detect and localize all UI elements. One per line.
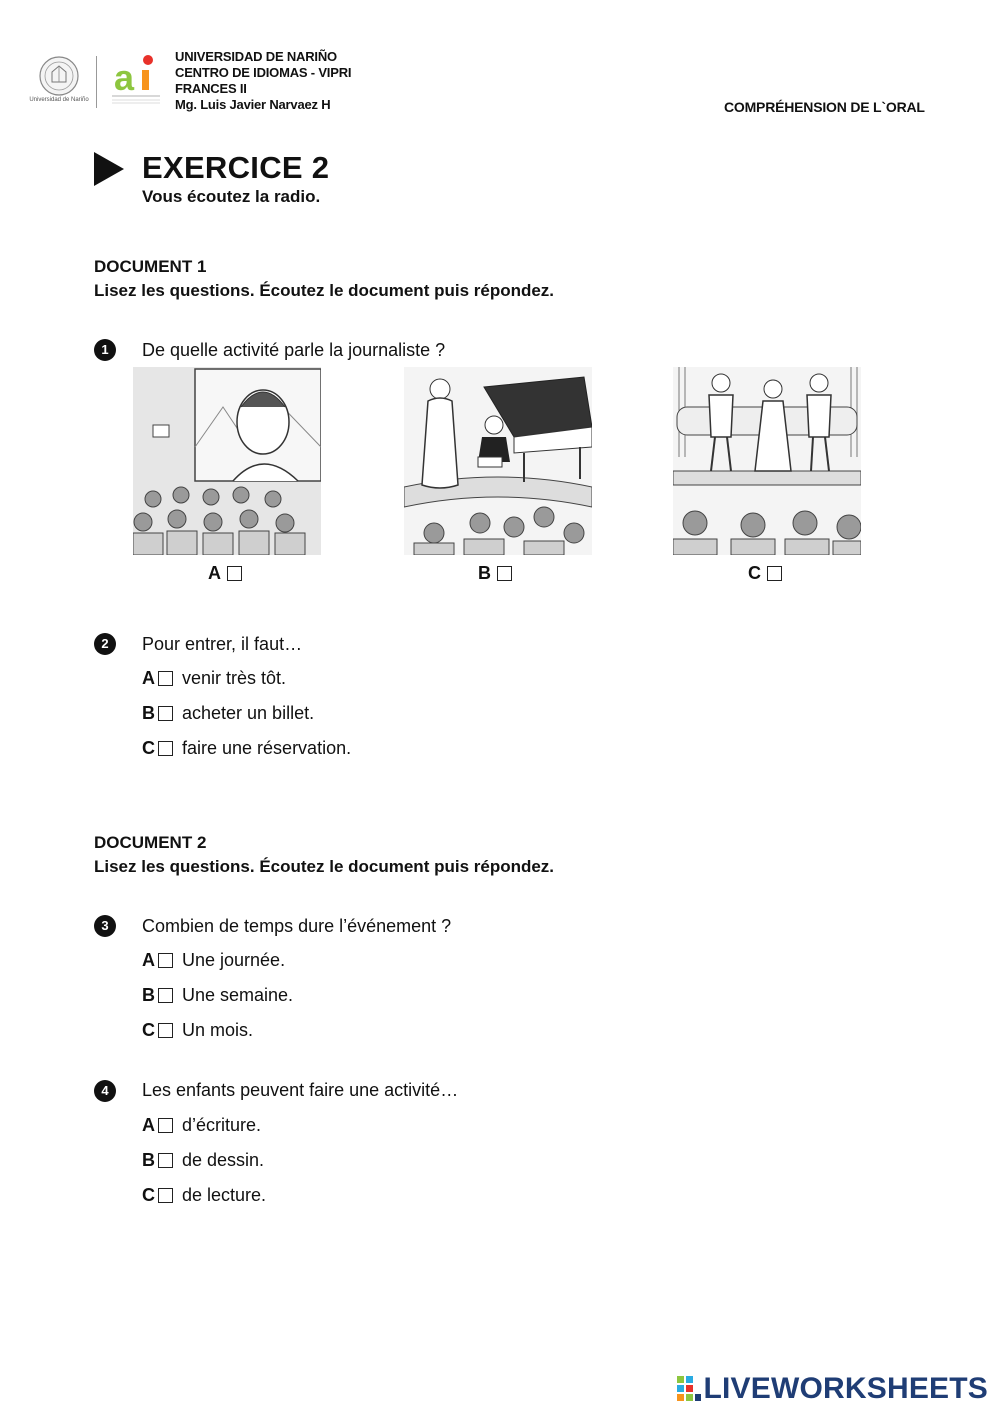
course-name: FRANCES II — [175, 81, 247, 96]
checkbox[interactable] — [158, 741, 173, 756]
option-letter: A — [142, 668, 155, 688]
document-2-instruction: Lisez les questions. Écoutez le document puis répondez. — [94, 857, 555, 876]
university-name: UNIVERSIDAD DE NARIÑO — [175, 49, 337, 64]
question-number: 4 — [94, 1080, 116, 1102]
option-text: d’écriture. — [182, 1115, 262, 1135]
checkbox[interactable] — [158, 706, 173, 721]
option-letter: C — [142, 738, 155, 758]
center-name: CENTRO DE IDIOMAS - VIPRI — [175, 65, 352, 80]
liveworksheets-logo — [677, 1372, 989, 1406]
checkbox[interactable] — [158, 988, 173, 1003]
question-text: Pour entrer, il faut… — [142, 634, 303, 654]
option-text: Une semaine. — [182, 985, 294, 1005]
option-text: de lecture. — [182, 1185, 267, 1205]
answer-option[interactable] — [142, 1020, 253, 1041]
image-option-c[interactable] — [748, 563, 782, 584]
option-letter: B — [142, 703, 155, 723]
image-option-b[interactable] — [478, 563, 512, 584]
option-letter: B — [142, 1150, 155, 1170]
checkbox[interactable] — [158, 1188, 173, 1203]
option-text: venir très tôt. — [182, 668, 287, 688]
answer-option[interactable] — [142, 1185, 266, 1206]
answer-option[interactable] — [142, 1115, 261, 1136]
option-letter: A — [142, 1115, 155, 1135]
checkbox[interactable] — [158, 1153, 173, 1168]
document-1-instruction: Lisez les questions. Écoutez le document puis répondez. — [94, 281, 555, 300]
option-letter: A — [208, 563, 221, 583]
answer-option[interactable] — [142, 668, 286, 689]
seal-caption: Universidad de Nariño — [29, 97, 89, 103]
document-1-label: DOCUMENT 1 — [94, 257, 207, 276]
option-text: faire une réservation. — [182, 738, 352, 758]
answer-option[interactable] — [142, 703, 314, 724]
exercise-title: EXERCICE 2 — [142, 150, 330, 185]
play-arrow-icon — [94, 152, 124, 191]
checkbox[interactable] — [767, 566, 782, 581]
checkbox[interactable] — [158, 1118, 173, 1133]
liveworksheets-text: LIVEWORKSHEETS — [703, 1372, 988, 1405]
option-letter: C — [142, 1185, 155, 1205]
checkbox[interactable] — [227, 566, 242, 581]
option-letter: B — [142, 985, 155, 1005]
question-text: De quelle activité parle la journaliste ? — [142, 340, 446, 360]
checkbox[interactable] — [158, 953, 173, 968]
image-option-a[interactable] — [208, 563, 242, 584]
checkbox[interactable] — [158, 671, 173, 686]
option-text: Un mois. — [182, 1020, 254, 1040]
cinema-illustration-icon — [133, 367, 321, 555]
teacher-name: Mg. Luis Javier Narvaez H — [175, 97, 331, 112]
answer-option[interactable] — [142, 1150, 264, 1171]
svg-text:a: a — [114, 57, 135, 98]
option-text: Une journée. — [182, 950, 286, 970]
header-divider — [96, 56, 97, 108]
option-letter: C — [748, 563, 761, 583]
question-text: Les enfants peuvent faire une activité… — [142, 1080, 459, 1100]
answer-option[interactable] — [142, 950, 285, 971]
option-text: de dessin. — [182, 1150, 265, 1170]
option-letter: A — [142, 950, 155, 970]
theatre-illustration-icon — [673, 367, 861, 555]
university-seal — [28, 52, 90, 112]
option-letter: B — [478, 563, 491, 583]
question-number: 2 — [94, 633, 116, 655]
concert-illustration-icon — [404, 367, 592, 555]
checkbox[interactable] — [497, 566, 512, 581]
document-2-label: DOCUMENT 2 — [94, 833, 207, 852]
exercise-subtitle: Vous écoutez la radio. — [142, 187, 321, 206]
answer-option[interactable] — [142, 985, 293, 1006]
question-text: Combien de temps dure l’événement ? — [142, 916, 452, 936]
ai-logo — [108, 50, 164, 110]
option-text: acheter un billet. — [182, 703, 315, 723]
section-title: COMPRÉHENSION DE L`ORAL — [724, 99, 925, 115]
question-number: 3 — [94, 915, 116, 937]
checkbox[interactable] — [158, 1023, 173, 1038]
liveworksheets-mark-icon — [677, 1376, 701, 1402]
header-info — [175, 49, 351, 113]
question-number: 1 — [94, 339, 116, 361]
answer-option[interactable] — [142, 738, 351, 759]
option-letter: C — [142, 1020, 155, 1040]
